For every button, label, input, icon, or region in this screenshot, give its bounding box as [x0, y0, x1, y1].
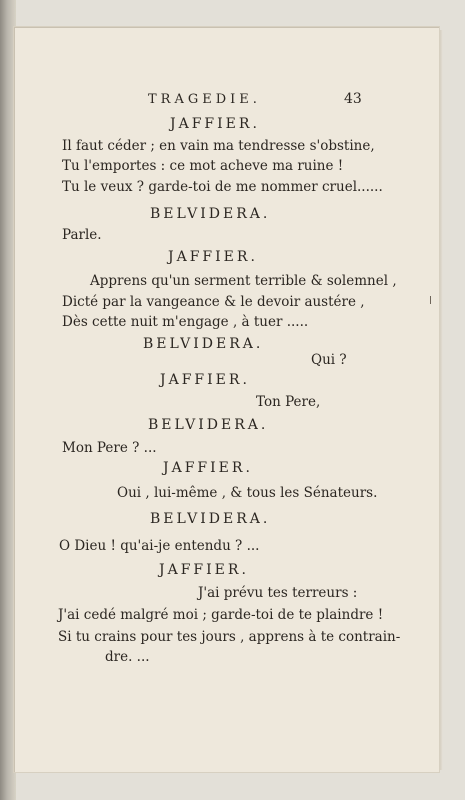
speaker-name: BELVIDERA. — [150, 206, 271, 222]
verse-line: Ton Pere, — [256, 394, 321, 410]
speaker-name: JAFFIER. — [160, 372, 250, 388]
running-title: TRAGEDIE. — [148, 92, 261, 107]
speaker-name: JAFFIER. — [170, 116, 260, 132]
speaker-name: BELVIDERA. — [148, 417, 269, 433]
verse-line: Mon Pere ? ... — [62, 440, 157, 456]
speaker-name: BELVIDERA. — [150, 511, 271, 527]
verse-line: dre. ... — [105, 649, 150, 665]
speaker-name: JAFFIER. — [163, 460, 253, 476]
page-edge — [439, 30, 443, 770]
verse-line: Il faut céder ; en vain ma tendresse s'obstine, — [62, 138, 375, 154]
verse-line: Si tu crains pour tes jours , apprens à te contrain- — [58, 629, 401, 645]
ink-mark — [430, 296, 431, 304]
verse-line: Parle. — [62, 227, 102, 243]
verse-line: Tu le veux ? garde-toi de me nommer cruel...... — [62, 179, 383, 195]
page-number: 43 — [344, 91, 362, 107]
speaker-name: JAFFIER. — [168, 249, 258, 265]
verse-line: Dicté par la vangeance & le devoir austére , — [62, 294, 365, 310]
verse-line: Apprens qu'un serment terrible & solemnel , — [90, 273, 397, 289]
speaker-name: BELVIDERA. — [143, 336, 264, 352]
verse-line: Qui ? — [311, 352, 347, 368]
speaker-name: JAFFIER. — [159, 562, 249, 578]
verse-line: Dès cette nuit m'engage , à tuer ..... — [62, 314, 309, 330]
verse-line: J'ai cedé malgré moi ; garde-toi de te plaindre ! — [58, 607, 384, 623]
verse-line: Oui , lui-même , & tous les Sénateurs. — [117, 485, 378, 501]
verse-line: J'ai prévu tes terreurs : — [198, 585, 358, 601]
verse-line: Tu l'emportes : ce mot acheve ma ruine ! — [62, 158, 344, 174]
verse-line: O Dieu ! qu'ai-je entendu ? ... — [59, 538, 260, 554]
